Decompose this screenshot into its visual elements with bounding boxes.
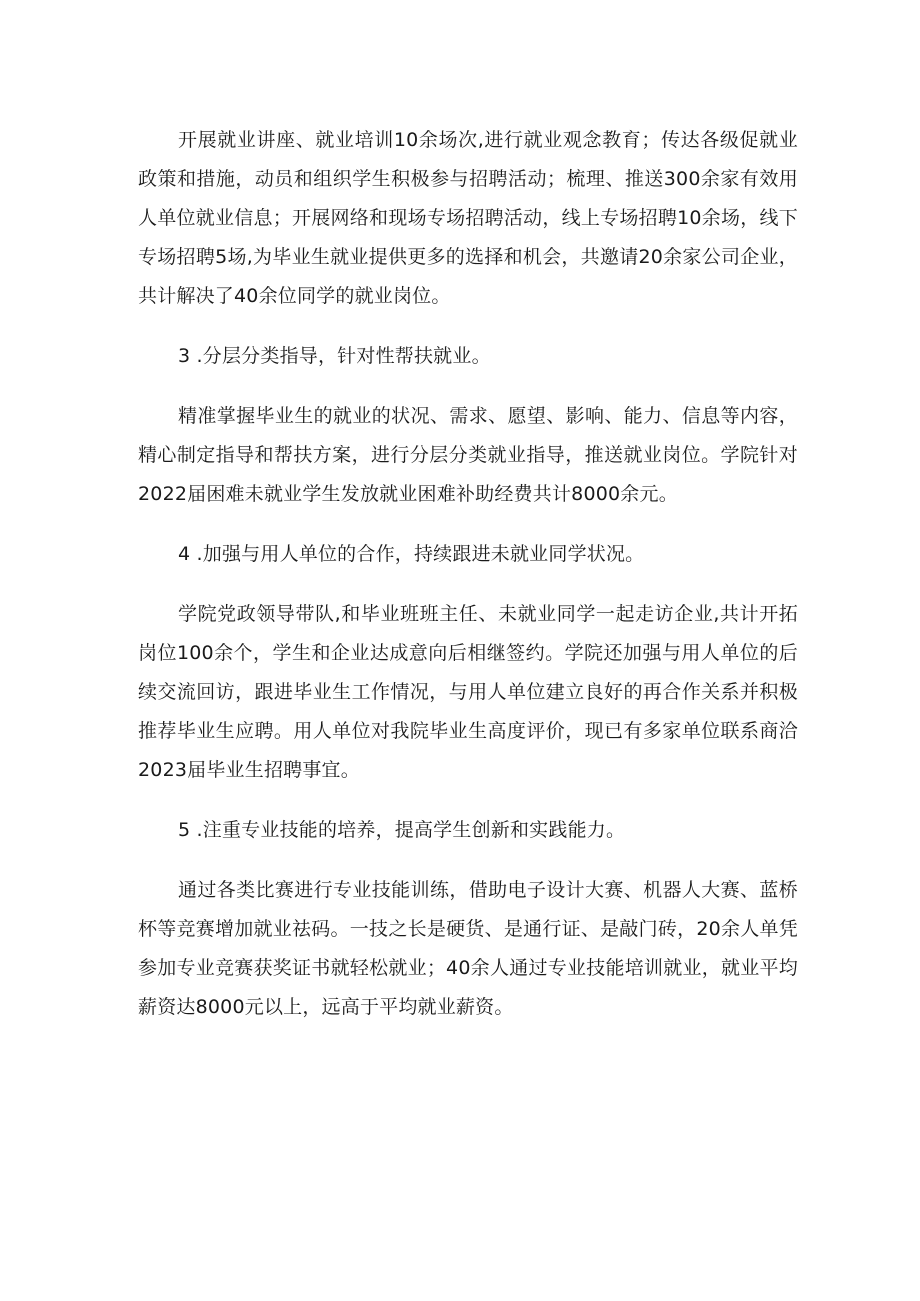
section-heading-4: 4 .加强与用人单位的合作，持续跟进未就业同学状况。 xyxy=(178,543,645,565)
paragraph-employer-cooperation: 学院党政领导带队,和毕业班班主任、未就业同学一起走访企业,共计开拓岗位100余个，学生和企业达成意向后相继签约。学院还加强与用人单位的后续交流回访，跟进毕业生工作情况，与用人单位建立良好的再合作关系并积极推荐毕业生应聘。用人单位对我院毕业生高度评价，现已有多家单位联系商洽2023届毕业生招聘事宜。 xyxy=(138,603,798,781)
document-body xyxy=(138,121,798,1027)
paragraph-skills-training: 通过各类比赛进行专业技能训练，借助电子设计大赛、机器人大赛、蓝桥杯等竞赛增加就业祛码。一技之长是硬货、是通行证、是敲门砖，20余人单凭参加专业竞赛获奖证书就轻松就业；40余人通过专业技能培训就业，就业平均薪资达8000元以上，远高于平均就业薪资。 xyxy=(138,879,798,1018)
paragraph-spacer xyxy=(138,376,798,397)
paragraph-layered-guidance: 精准掌握毕业生的就业的状况、需求、愿望、影响、能力、信息等内容，精心制定指导和帮扶方案，进行分层分类就业指导，推送就业岗位。学院针对2022届困难未就业学生发放就业困难补助经费共计8000余元。 xyxy=(138,405,798,505)
paragraph-spacer xyxy=(138,790,798,811)
paragraph-spacer xyxy=(138,850,798,871)
paragraph-employment-activities: 开展就业讲座、就业培训10余场次,进行就业观念教育；传达各级促就业政策和措施，动员和组织学生积极参与招聘活动；梳理、推送300余家有效用人单位就业信息；开展网络和现场专场招聘活动，线上专场招聘10余场，线下专场招聘5场,为毕业生就业提供更多的选择和机会，共邀请20余家公司企业，共计解决了40余位同学的就业岗位。 xyxy=(138,129,798,307)
section-heading-3: 3 .分层分类指导，针对性帮扶就业。 xyxy=(178,345,491,367)
paragraph-spacer xyxy=(138,514,798,535)
paragraph-spacer xyxy=(138,574,798,595)
paragraph-spacer xyxy=(138,316,798,337)
section-heading-5: 5 .注重专业技能的培养，提高学生创新和实践能力。 xyxy=(178,819,626,841)
